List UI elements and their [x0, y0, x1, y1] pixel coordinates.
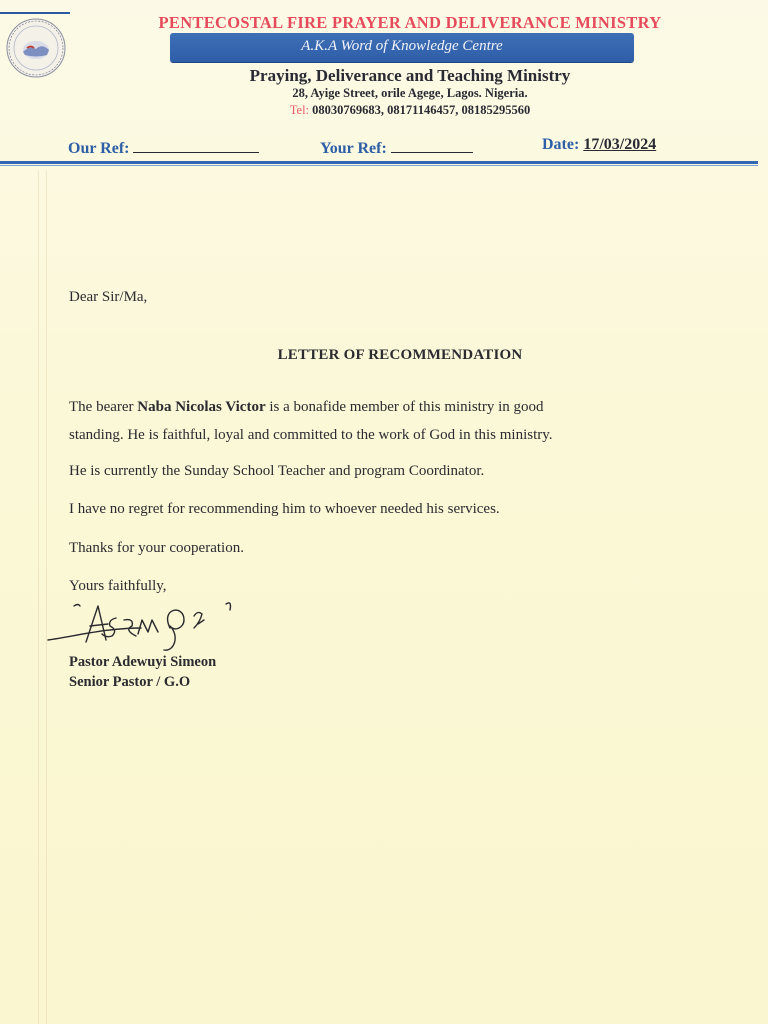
aka-banner-text: A.K.A Word of Knowledge Centre: [301, 38, 503, 54]
handwritten-signature: [46, 598, 256, 658]
ministry-phone: [190, 103, 630, 118]
signatory-title: Senior Pastor / G.O: [69, 674, 191, 690]
paragraph-4: Thanks for your cooperation.: [69, 540, 244, 556]
closing: Yours faithfully,: [69, 578, 167, 594]
header-divider-thin: [0, 165, 758, 166]
date-label: Date:: [542, 136, 580, 153]
phone-numbers: 08030769683, 08171146457, 08185295560: [312, 103, 531, 117]
date: [542, 136, 656, 154]
date-value: 17/03/2024: [583, 136, 657, 153]
salutation: Dear Sir/Ma,: [69, 289, 148, 305]
aka-banner: [170, 33, 634, 62]
your-ref-label: Your Ref:: [320, 140, 387, 157]
your-ref-blank: [391, 136, 473, 153]
paragraph-1-line-2: standing. He is faithful, loyal and committed to the work of God in this ministry.: [69, 427, 553, 443]
header-divider: [0, 161, 758, 164]
paper-margin-line: [38, 170, 39, 1024]
para1-prefix: The bearer: [69, 399, 134, 415]
bearer-name: Naba Nicolas Victor: [137, 399, 266, 415]
our-ref: [68, 136, 259, 158]
reference-row: [68, 136, 708, 160]
phone-label: Tel:: [289, 103, 310, 117]
signatory-name: Pastor Adewuyi Simeon: [69, 654, 217, 670]
ministry-tagline: Praying, Deliverance and Teaching Ministry: [249, 66, 571, 85]
ministry-logo-seal: [3, 12, 69, 78]
ministry-address: 28, Ayige Street, orile Agege, Lagos. Nigeria.: [292, 86, 528, 100]
paper-margin-line: [46, 170, 47, 1024]
para1-suffix: is a bonafide member of this ministry in good: [269, 399, 544, 415]
paragraph-2: He is currently the Sunday School Teacher and program Coordinator.: [69, 463, 485, 479]
paragraph-1-line-1: [69, 399, 544, 416]
our-ref-label: Our Ref:: [68, 140, 130, 157]
paragraph-3: I have no regret for recommending him to whoever needed his services.: [69, 501, 500, 517]
org-name-heading: PENTECOSTAL FIRE PRAYER AND DELIVERANCE MINISTRY: [158, 13, 662, 32]
your-ref: [320, 136, 473, 158]
our-ref-blank: [133, 136, 259, 153]
letter-title: LETTER OF RECOMMENDATION: [277, 347, 523, 363]
